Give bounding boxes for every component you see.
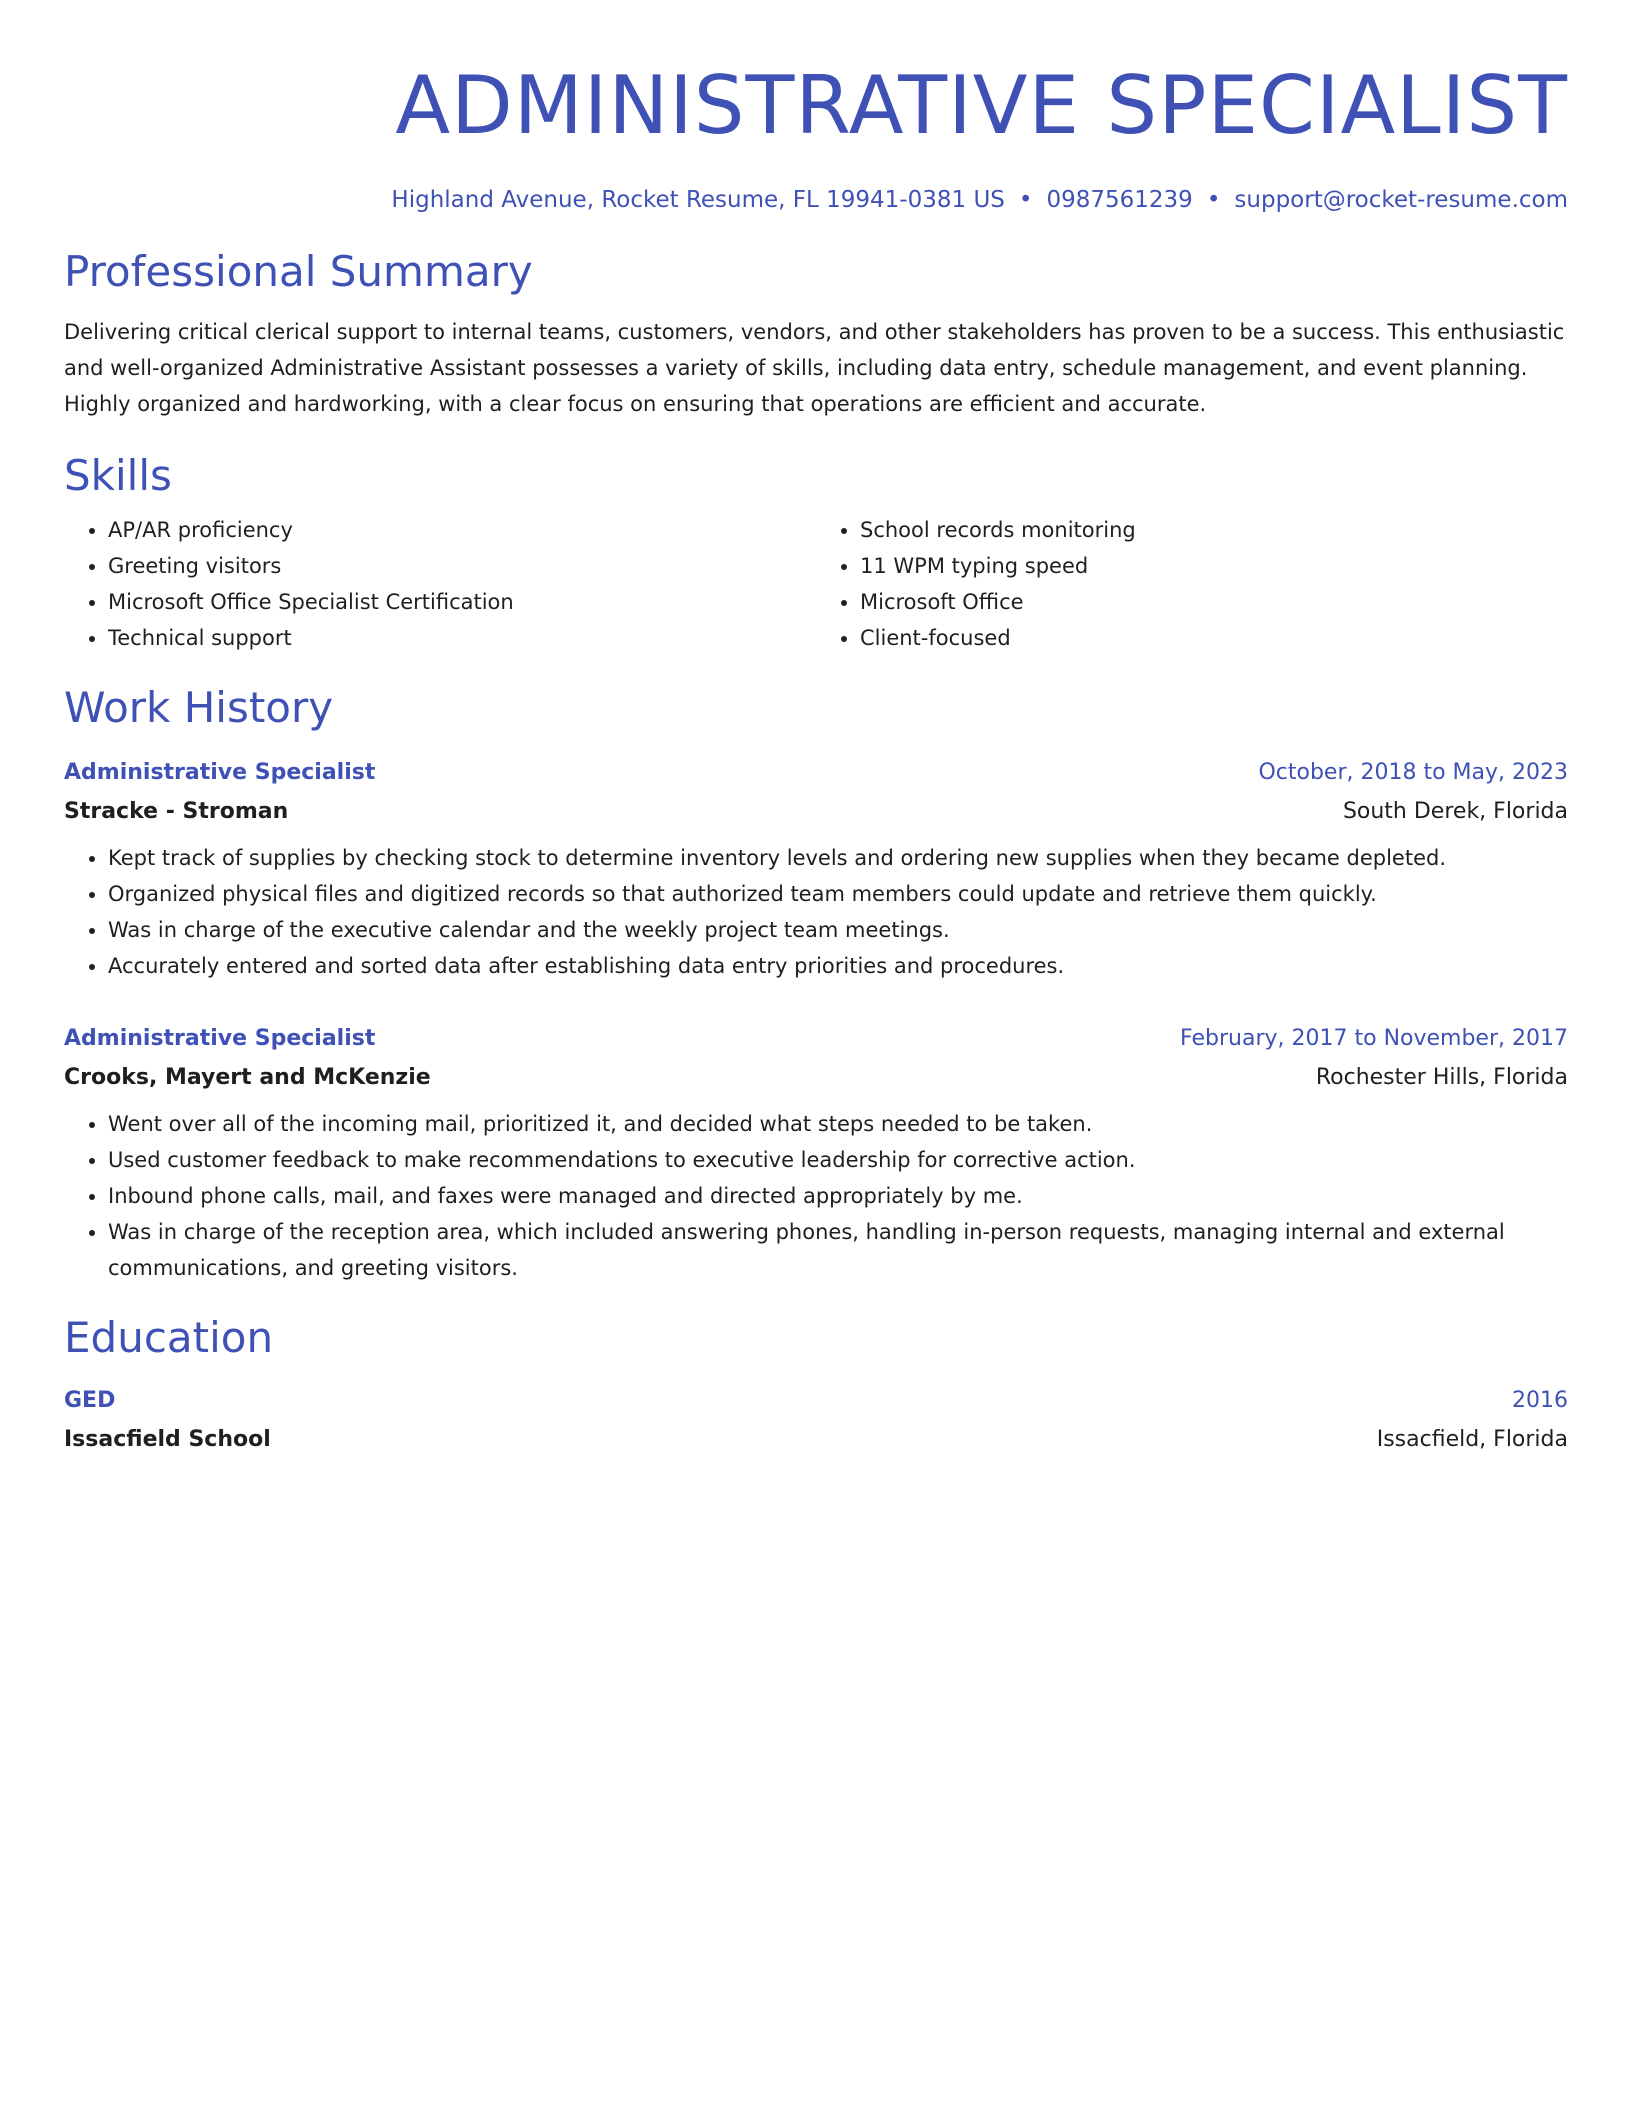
skill-item: • 11 WPM typing speed [860,548,1568,584]
candidate-name: ADMINISTRATIVE SPECIALIST [395,59,1568,152]
job-header-row [64,754,1568,792]
duty-item: • Used customer feedback to make recommendations to executive leadership for corrective action. [108,1142,1568,1178]
skills-list [64,512,1568,656]
duty-item: • Accurately entered and sorted data after establishing data entry priorities and procedures. [108,948,1568,984]
skill-item: • School records monitoring [860,512,1568,548]
job-dates: October, 2018 to May, 2023 [1258,760,1568,785]
contact-email: support@rocket-resume.com [1234,187,1568,213]
job-header-row [64,1020,1568,1058]
summary-heading: Professional Summary [64,247,533,296]
job-duties [64,840,1568,984]
education-heading: Education [64,1313,274,1362]
education-year: 2016 [1512,1388,1568,1413]
skill-item: • AP/AR proficiency [108,512,816,548]
summary-text: Delivering critical clerical support to internal teams, customers, vendors, and other stakeholders has proven to be a success. This enthusiastic and well-organized Administrative Assistant possesses a variety of skills, including data entry, schedule management, and event planning. Highly organized and hardworking, with a clear focus on ensuring that operations are efficient and accurate. [64,320,1565,416]
job-dates: February, 2017 to November, 2017 [1180,1026,1568,1051]
job-location: South Derek, Florida [1342,799,1568,824]
duty-item: • Went over all of the incoming mail, prioritized it, and decided what steps needed to be taken. [108,1106,1568,1142]
skills-heading: Skills [64,451,172,500]
duty-item: • Was in charge of the executive calendar and the weekly project team meetings. [108,912,1568,948]
job-entry [64,1020,1568,1286]
job-title: Administrative Specialist [64,1026,376,1051]
work-history-heading: Work History [64,683,334,732]
contact-separator: • [1018,187,1033,213]
contact-separator: • [1206,187,1221,213]
education-entry [64,1382,1568,1460]
skill-item: • Client-focused [860,620,1568,656]
skill-item: • Technical support [108,620,816,656]
duty-item: • Kept track of supplies by checking stock to determine inventory levels and ordering new supplies when they became depleted. [108,840,1568,876]
education-location: Issacfield, Florida [1376,1427,1568,1452]
job-company: Stracke - Stroman [64,799,289,824]
duty-item: • Organized physical files and digitized records so that authorized team members could update and retrieve them quickly. [108,876,1568,912]
skill-item: • Microsoft Office Specialist Certification [108,584,816,620]
skill-item: • Microsoft Office [860,584,1568,620]
job-title: Administrative Specialist [64,760,376,785]
education-school-row [64,1420,1568,1460]
job-location: Rochester Hills, Florida [1315,1065,1568,1090]
education-school: Issacfield School [64,1427,271,1452]
education-header-row [64,1382,1568,1420]
contact-line [64,184,1568,216]
duty-item: • Inbound phone calls, mail, and faxes were managed and directed appropriately by me. [108,1178,1568,1214]
skills-column-left [64,512,816,656]
skill-item: • Greeting visitors [108,548,816,584]
job-duties [64,1106,1568,1286]
duty-item: • Was in charge of the reception area, which included answering phones, handling in-person requests, managing internal and external communications, and greeting visitors. [108,1214,1568,1286]
contact-address: Highland Avenue, Rocket Resume, FL 19941-0381 US [391,187,1005,213]
contact-phone: 0987561239 [1046,187,1193,213]
job-company-row [64,1058,1568,1098]
resume-header [64,58,1568,216]
job-entry [64,754,1568,984]
education-degree: GED [64,1388,116,1413]
job-company: Crooks, Mayert and McKenzie [64,1065,431,1090]
job-company-row [64,792,1568,832]
skills-column-right [816,512,1568,656]
